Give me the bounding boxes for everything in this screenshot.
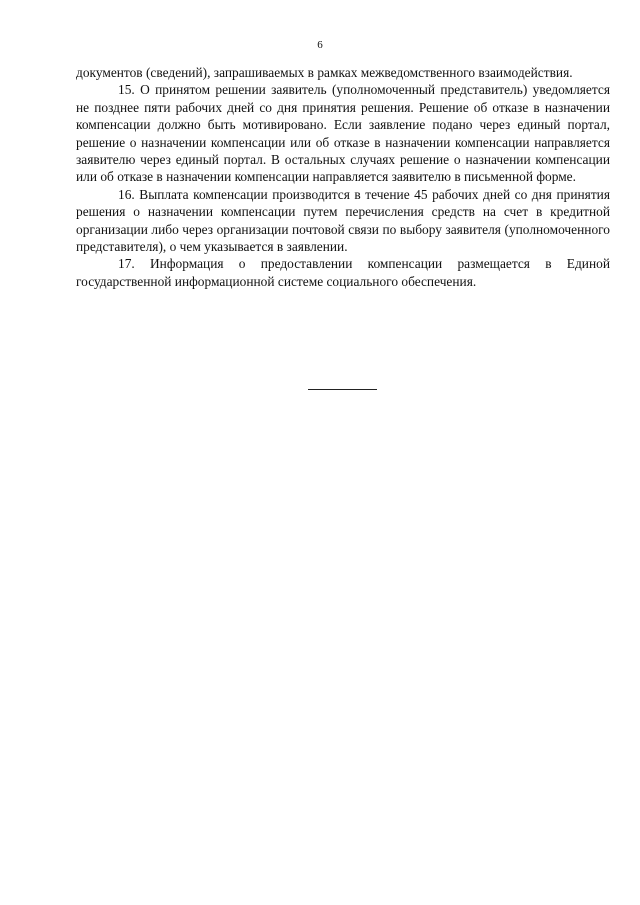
paragraph-continuation: документов (сведений), запрашиваемых в рамках межведомственного взаимодействия.: [76, 65, 573, 80]
paragraph-15: 15. О принятом решении заявитель (уполномоченный представитель) уведомляется не позднее пяти рабочих дней со дня принятия решения. Решение об отказе в назначении компенсации должно быть мотивировано. Если заявление подано через единый портал, решение о назначении компенсации или об отказе в назначении компенсации направляется заявителю через единый портал. В остальных случаях решение о назначении компенсации или об отказе в назначении компенсации направляется заявителю в письменной форме.: [76, 82, 610, 185]
paragraph-17: 17. Информация о предоставлении компенсации размещается в Единой государственной информационной системе социального обеспечения.: [76, 256, 610, 289]
document-body: [76, 64, 610, 290]
page-number: 6: [317, 39, 323, 51]
paragraph-16: 16. Выплата компенсации производится в течение 45 рабочих дней со дня принятия решения о назначении компенсации путем перечисления средств на счет в кредитной организации либо через организации почтовой связи по выбору заявителя (уполномоченного представителя), о чем указывается в заявлении.: [76, 186, 610, 255]
end-separator-line: [308, 389, 377, 390]
